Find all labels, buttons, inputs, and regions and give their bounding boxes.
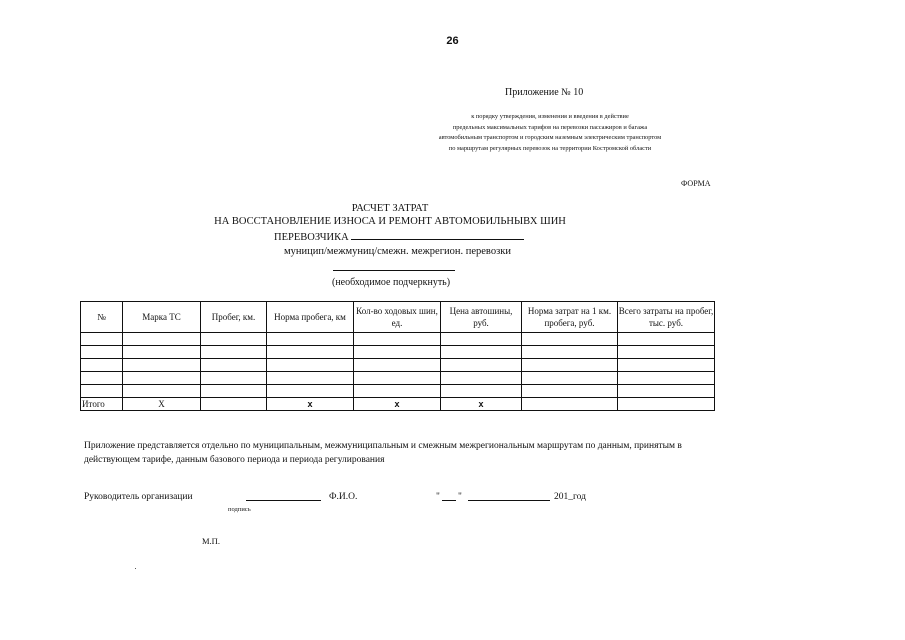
table-cell[interactable] — [522, 346, 618, 359]
date-day-quote-close: " — [458, 492, 462, 502]
appendix-title: Приложение № 10 — [505, 87, 584, 98]
table-header-row — [81, 302, 715, 333]
appendix-subtitle-line: автомобильным транспортом и городским наземным электрическим транспортом — [438, 134, 662, 141]
header-vehicle-brand: Марка ТС — [123, 302, 201, 333]
header-mileage: Пробег, км. — [201, 302, 267, 333]
header-tire-count: Кол-во ходовых шин, ед. — [354, 302, 441, 333]
header-cost-norm: Норма затрат на 1 км. пробега, руб. — [522, 302, 618, 333]
table-cell[interactable] — [522, 385, 618, 398]
header-number: № — [81, 302, 123, 333]
table-cell[interactable] — [618, 359, 715, 372]
table-cell[interactable] — [522, 359, 618, 372]
underline-blank — [333, 270, 455, 271]
table-cell[interactable] — [441, 346, 522, 359]
scan-speck — [135, 568, 136, 569]
date-month-field[interactable] — [468, 500, 550, 501]
table-cell[interactable] — [618, 385, 715, 398]
stamp-placeholder: М.П. — [202, 536, 220, 546]
total-cell-tire-count: х — [354, 398, 441, 411]
table-cell[interactable] — [354, 372, 441, 385]
table-cell[interactable] — [201, 346, 267, 359]
document-title-line-2: НА ВОССТАНОВЛЕНИЕ ИЗНОСА И РЕМОНТ АВТОМОБИЛЬНЫВХ ШИН — [214, 216, 566, 227]
table-cell[interactable] — [618, 333, 715, 346]
table-cell[interactable] — [123, 359, 201, 372]
table-cell[interactable] — [81, 346, 123, 359]
table-cell[interactable] — [354, 346, 441, 359]
table-cell[interactable] — [81, 385, 123, 398]
total-cell-mileage-norm: х — [267, 398, 354, 411]
table-cell[interactable] — [354, 359, 441, 372]
document-title-line-1: РАСЧЕТ ЗАТРАТ — [351, 203, 429, 214]
total-label: Итого — [81, 398, 123, 411]
table-cell[interactable] — [201, 385, 267, 398]
table-cell[interactable] — [123, 372, 201, 385]
table-cell[interactable] — [123, 385, 201, 398]
table-cell[interactable] — [441, 385, 522, 398]
table-cell[interactable] — [201, 333, 267, 346]
cost-table — [80, 301, 715, 411]
table-cell[interactable] — [522, 333, 618, 346]
carrier-row — [274, 230, 524, 243]
document-title — [180, 202, 600, 228]
fio-label: Ф.И.О. — [329, 492, 358, 502]
table-cell[interactable] — [522, 372, 618, 385]
table-cell[interactable] — [123, 333, 201, 346]
underline-hint: (необходимое подчеркнуть) — [332, 277, 451, 288]
page-number: 26 — [446, 35, 459, 47]
date-day-quote-open: " — [436, 492, 440, 502]
appendix-subtitle-line: предельных максимальных тарифов на перевозки пассажиров и багажа — [452, 123, 648, 131]
header-mileage-norm: Норма пробега, км — [267, 302, 354, 333]
date-year-label: 201_год — [554, 492, 586, 502]
table-cell[interactable] — [267, 359, 354, 372]
table-cell[interactable] — [81, 359, 123, 372]
table-cell[interactable] — [441, 359, 522, 372]
table-cell[interactable] — [201, 372, 267, 385]
appendix-subtitle-line: к порядку утверждения, изменения и введения в действие — [471, 113, 629, 120]
table-row — [81, 359, 715, 372]
table-row — [81, 372, 715, 385]
total-cell-tire-price: х — [441, 398, 522, 411]
total-cell-total-cost[interactable] — [618, 398, 715, 411]
header-total-cost: Всего затраты на пробег, тыс. руб. — [618, 302, 715, 333]
table-cell[interactable] — [618, 346, 715, 359]
appendix-subtitle — [330, 112, 770, 154]
total-cell-mileage[interactable] — [201, 398, 267, 411]
signature-caption: подпись — [228, 506, 251, 513]
table-cell[interactable] — [354, 333, 441, 346]
total-cell-vehicle-brand: Х — [123, 398, 201, 411]
table-cell[interactable] — [618, 372, 715, 385]
total-cell-cost-norm[interactable] — [522, 398, 618, 411]
carrier-label: ПЕРЕВОЗЧИКА — [274, 232, 349, 243]
table-cell[interactable] — [123, 346, 201, 359]
table-cell[interactable] — [267, 346, 354, 359]
route-types: муницип/межмуниц/смежн. межрегион. перевозки — [284, 246, 511, 257]
form-label: ФОРМА — [681, 179, 711, 188]
table-cell[interactable] — [81, 372, 123, 385]
note-paragraph: Приложение представляется отдельно по муниципальным, межмуниципальным и смежным межрегиональным маршрутам по данным, принятым в действующем тарифе, данным базового периода и периода регулирования — [84, 441, 682, 465]
head-of-organization-label: Руководитель организации — [84, 492, 193, 502]
table-cell[interactable] — [267, 372, 354, 385]
table-cell[interactable] — [201, 359, 267, 372]
table-cell[interactable] — [81, 333, 123, 346]
table-cell[interactable] — [441, 372, 522, 385]
appendix-subtitle-line: по маршрутам регулярных перевозок на территории Костромской области — [448, 144, 652, 152]
table-row — [81, 333, 715, 346]
header-tire-price: Цена автошины, руб. — [441, 302, 522, 333]
table-cell[interactable] — [267, 333, 354, 346]
table-cell[interactable] — [441, 333, 522, 346]
signature-field[interactable] — [246, 500, 321, 501]
table-cell[interactable] — [354, 385, 441, 398]
table-row — [81, 385, 715, 398]
carrier-name-field[interactable] — [351, 230, 524, 240]
date-day-field[interactable] — [442, 500, 456, 501]
total-row — [81, 398, 715, 411]
table-cell[interactable] — [267, 385, 354, 398]
table-row — [81, 346, 715, 359]
